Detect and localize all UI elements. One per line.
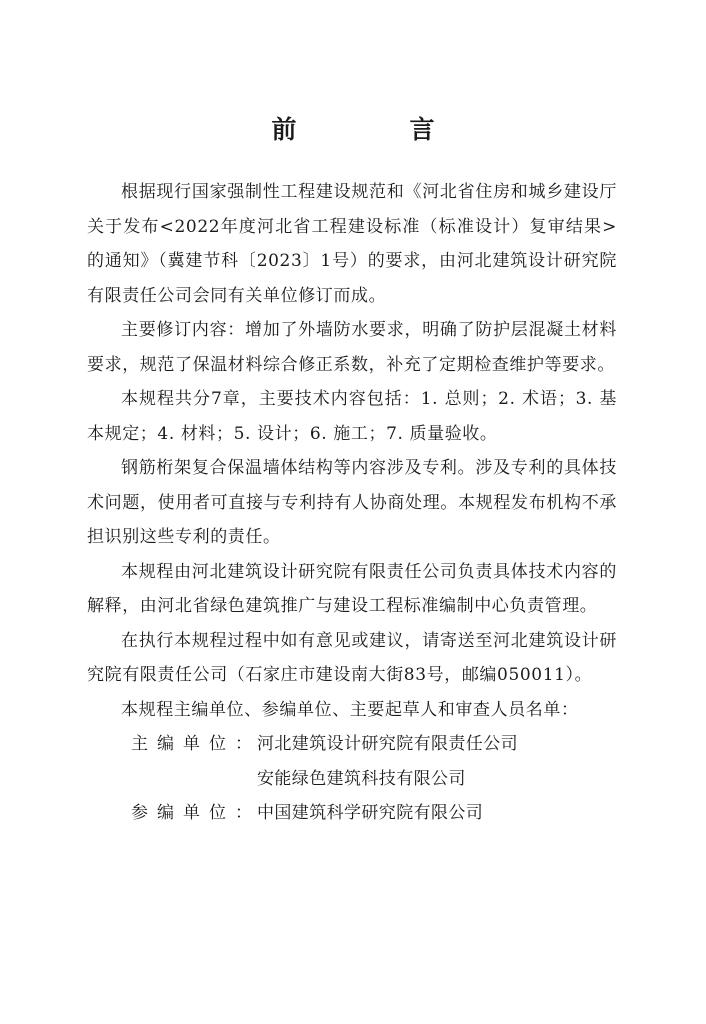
org-name: 河北建筑设计研究院有限责任公司 [257, 734, 518, 754]
org-row-chief-editor-2 [87, 762, 617, 797]
paragraph-main-revisions: 主要修订内容：增加了外墙防水要求，明确了防护层混凝土材料要求，规范了保温材料综合修正系数，补充了定期检查维护等要求。 [87, 320, 617, 375]
paragraph-patents: 钢筋桁架复合保温墙体结构等内容涉及专利。涉及专利的具体技术问题，使用者可直接与专利持有人协商处理。本规程发布机构不承担识别这些专利的责任。 [87, 458, 617, 547]
paragraph-interpretation: 本规程由河北建筑设计研究院有限责任公司负责具体技术内容的解释，由河北省绿色建筑推广与建设工程标准编制中心负责管理。 [87, 561, 617, 616]
preface-body [87, 175, 617, 831]
org-label-chief-editor: 主 编 单 位 ： [131, 734, 252, 754]
paragraph-contributors-intro: 本规程主编单位、参编单位、主要起草人和审查人员名单： [121, 699, 579, 720]
paragraph-feedback: 在执行本规程过程中如有意见或建议，请寄送至河北建筑设计研究院有限责任公司（石家庄市建设南大街83号，邮编050011）。 [87, 630, 617, 685]
org-row-chief-editor [87, 727, 617, 762]
page-title: 前 言 [271, 115, 479, 144]
org-name: 中国建筑科学研究院有限公司 [257, 803, 484, 823]
paragraph-revision-basis: 根据现行国家强制性工程建设规范和《河北省住房和城乡建设厅关于发布<2022年度河北省工程建设标准（标准设计）复审结果>的通知》（冀建节科〔2023〕1号）的要求，由河北建筑设计研究院有限责任公司会同有关单位修订而成。 [87, 182, 617, 306]
org-row-participating [87, 796, 617, 831]
paragraph-chapters: 本规程共分7章，主要技术内容包括：1. 总则；2. 术语；3. 基本规定；4. 材料；5. 设计；6. 施工；7. 质量验收。 [87, 389, 617, 444]
org-name: 安能绿色建筑科技有限公司 [257, 768, 466, 789]
organization-list [87, 727, 617, 831]
org-label-participating: 参 编 单 位 ： [131, 803, 252, 823]
